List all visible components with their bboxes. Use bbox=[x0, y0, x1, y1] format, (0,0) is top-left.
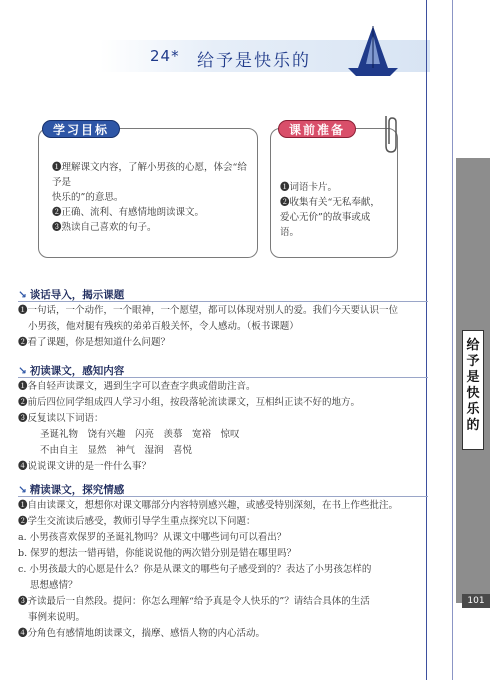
paragraph: ❸反复读以下词语： bbox=[18, 413, 104, 424]
divider bbox=[18, 496, 428, 497]
divider bbox=[18, 377, 428, 378]
paragraph: ❶自由读课文，想想你对课文哪部分内容特别感兴趣，或感受特别深刻，在书上作些批注。 bbox=[18, 500, 399, 511]
section-heading bbox=[18, 287, 124, 302]
lesson-title: 给予是快乐的 bbox=[197, 51, 311, 71]
arrow-icon: ↘ bbox=[18, 289, 27, 301]
sailboat-illustration bbox=[338, 24, 408, 76]
vocabulary-row: 不由自主 显然 神气 湿润 喜悦 bbox=[40, 445, 193, 456]
list-item: 快乐的”的意思。 bbox=[52, 192, 124, 203]
list-item: ❷正确、流利、有感情地朗读课文。 bbox=[52, 207, 205, 218]
side-label-text: 给予是快乐的 bbox=[466, 338, 480, 433]
section-heading-text: 初读课文，感知内容 bbox=[29, 365, 125, 377]
list-item: ❸熟读自己喜欢的句子。 bbox=[52, 222, 157, 233]
list-item: 语。 bbox=[280, 227, 300, 238]
paragraph: ❷看了课题，你是想知道什么问题？ bbox=[18, 337, 171, 348]
paragraph: ❷前后四位同学组成四人学习小组，按段落轮流读课文，互相纠正读不好的地方。 bbox=[18, 397, 361, 408]
list-item: ❷收集有关“无私奉献， bbox=[280, 197, 380, 208]
learning-goals-tab: 学习目标 bbox=[42, 120, 120, 138]
page-number: 101 bbox=[462, 594, 490, 608]
learning-goals-list bbox=[52, 160, 252, 235]
margin-line bbox=[452, 0, 453, 680]
margin-line bbox=[426, 0, 427, 680]
vocabulary-row: 圣诞礼物 饶有兴趣 闪亮 羡慕 宽裕 惊叹 bbox=[40, 429, 240, 440]
list-item: 爱心无价”的故事或成 bbox=[280, 212, 371, 223]
list-item: ❶词语卡片。 bbox=[280, 182, 338, 193]
paragraph: ❹分角色有感情地朗读课文，揣摩、感悟人物的内心活动。 bbox=[18, 628, 266, 639]
paperclip-icon bbox=[378, 112, 404, 156]
arrow-icon: ↘ bbox=[18, 484, 27, 496]
paragraph: ❶一句话，一个动作，一个眼神，一个愿望，都可以体现对别人的爱。我们今天要认识一位 bbox=[18, 305, 399, 316]
paragraph: ❷学生交流读后感受，教师引导学生重点探究以下问题： bbox=[18, 516, 256, 527]
preparation-tab: 课前准备 bbox=[278, 120, 356, 138]
lesson-number: 24* bbox=[150, 47, 180, 65]
list-item: ❶理解课文内容，了解小男孩的心愿，体会“给予是 bbox=[52, 162, 247, 188]
paragraph: c. 小男孩最大的心愿是什么？你是从课文的哪些句子感受到的？表达了小男孩怎样的 bbox=[18, 564, 372, 575]
divider bbox=[18, 301, 428, 302]
paragraph: 思想感情？ bbox=[30, 580, 78, 591]
paragraph: ❸齐读最后一自然段。提问：你怎么理解“给予真是令人快乐的”？请结合具体的生活 bbox=[18, 596, 370, 607]
paragraph: ❹说说课文讲的是一件什么事？ bbox=[18, 461, 152, 472]
paragraph: 事例来说明。 bbox=[28, 612, 86, 623]
paragraph: 小男孩，他对腿有残疾的弟弟百般关怀，令人感动。（板书课题） bbox=[28, 321, 299, 332]
section-body bbox=[18, 498, 398, 642]
paragraph: b. 保罗的想法一错再错，你能说说他的两次错分别是错在哪里吗？ bbox=[18, 548, 297, 559]
section-heading bbox=[18, 363, 124, 378]
section-body bbox=[18, 379, 360, 475]
arrow-icon: ↘ bbox=[18, 365, 27, 377]
section-heading-text: 精读课文，探究情感 bbox=[29, 484, 125, 496]
section-heading-text: 谈话导入，揭示课题 bbox=[29, 289, 125, 301]
paragraph: a. 小男孩喜欢保罗的圣诞礼物吗？从课文中哪些词句可以看出？ bbox=[18, 532, 287, 543]
preparation-list bbox=[280, 180, 395, 240]
section-body bbox=[18, 303, 398, 351]
section-heading bbox=[18, 482, 124, 497]
paragraph: ❶各自轻声读课文，遇到生字可以查查字典或借助注音。 bbox=[18, 381, 256, 392]
